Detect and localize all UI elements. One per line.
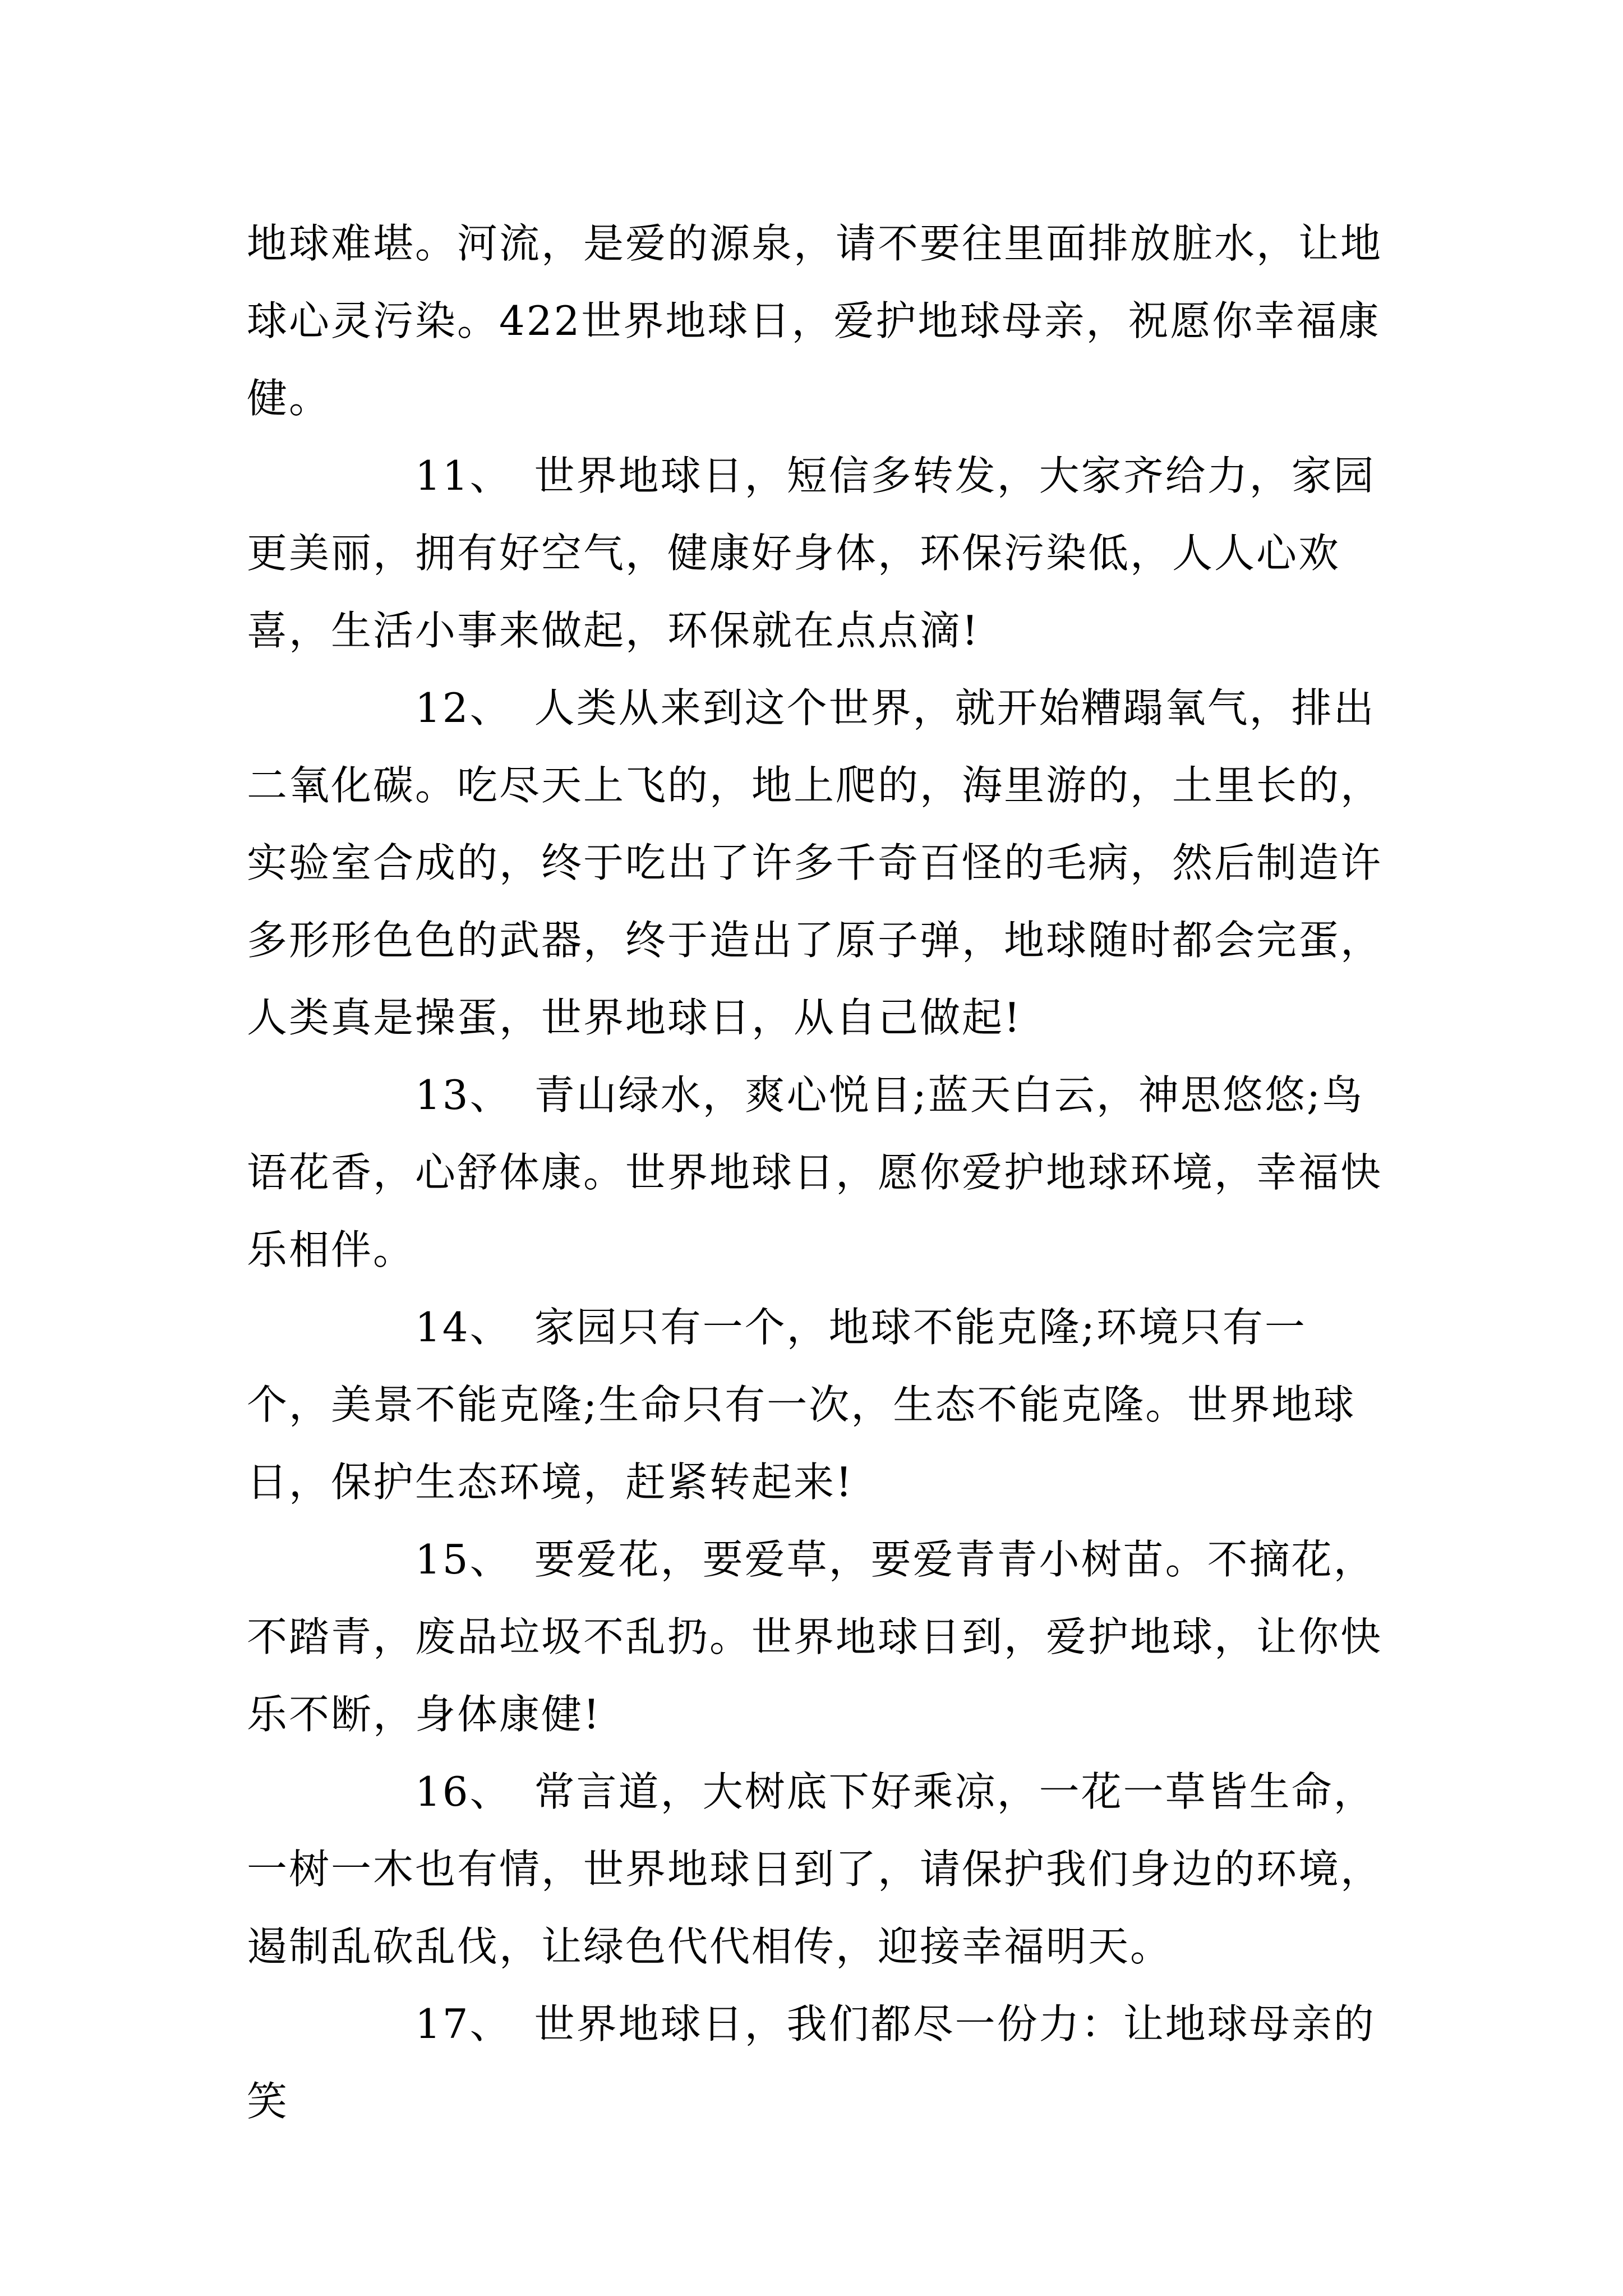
paragraph-number: 11、 bbox=[415, 452, 512, 499]
paragraph-number: 17、 bbox=[415, 2000, 512, 2047]
paragraph-text: 世界地球日，短信多转发，大家齐给力，家园更美丽，拥有好空气，健康好身体，环保污染低，人人心欢喜，生活小事来做起，环保就在点点滴! bbox=[247, 452, 1376, 654]
paragraph-text: 青山绿水，爽心悦目;蓝天白云，神思悠悠;鸟语花香，心舒体康。世界地球日，愿你爱护地球环境，幸福快乐相伴。 bbox=[247, 1071, 1383, 1273]
paragraph-text: 人类从来到这个世界，就开始糟蹋氧气，排出二氧化碳。吃尽天上飞的，地上爬的，海里游的，土里长的，实验室合成的，终于吃出了许多千奇百怪的毛病，然后制造许多形形色色的武器，终于造出了原子弹，地球随时都会完蛋，人类真是操蛋，世界地球日，从自己做起! bbox=[247, 684, 1383, 1041]
paragraph-number: 13、 bbox=[415, 1071, 512, 1119]
paragraph-14 bbox=[247, 1289, 1385, 1521]
paragraph-number: 15、 bbox=[415, 1536, 512, 1583]
paragraph-16 bbox=[247, 1753, 1385, 1985]
paragraph-text: 常言道，大树底下好乘凉，一花一草皆生命，一树一木也有情，世界地球日到了，请保护我们身边的环境，遏制乱砍乱伐，让绿色代代相传，迎接幸福明天。 bbox=[247, 1768, 1383, 1970]
paragraph-11 bbox=[247, 437, 1385, 669]
paragraph-17 bbox=[247, 1985, 1385, 2140]
paragraph-12 bbox=[247, 669, 1385, 1056]
paragraph-number: 16、 bbox=[415, 1768, 512, 1815]
paragraph-continued bbox=[247, 205, 1385, 437]
paragraph-15 bbox=[247, 1521, 1385, 1753]
paragraph-text: 要爱花，要爱草，要爱青青小树苗。不摘花，不踏青，废品垃圾不乱扔。世界地球日到，爱护地球，让你快乐不断，身体康健! bbox=[247, 1536, 1383, 1738]
paragraph-text: 家园只有一个，地球不能克隆;环境只有一个，美景不能克隆;生命只有一次，生态不能克隆。世界地球日，保护生态环境，赶紧转起来! bbox=[247, 1304, 1356, 1506]
paragraph-number: 12、 bbox=[415, 684, 512, 731]
paragraph-13 bbox=[247, 1056, 1385, 1289]
paragraph-number: 14、 bbox=[415, 1304, 512, 1351]
paragraph-text: 地球难堪。河流，是爱的源泉，请不要往里面排放脏水，让地球心灵污染。422世界地球日，爱护地球母亲，祝愿你幸福康健。 bbox=[247, 220, 1383, 422]
document-body bbox=[247, 205, 1385, 2140]
paragraph-text: 世界地球日，我们都尽一份力：让地球母亲的笑 bbox=[247, 2000, 1376, 2125]
